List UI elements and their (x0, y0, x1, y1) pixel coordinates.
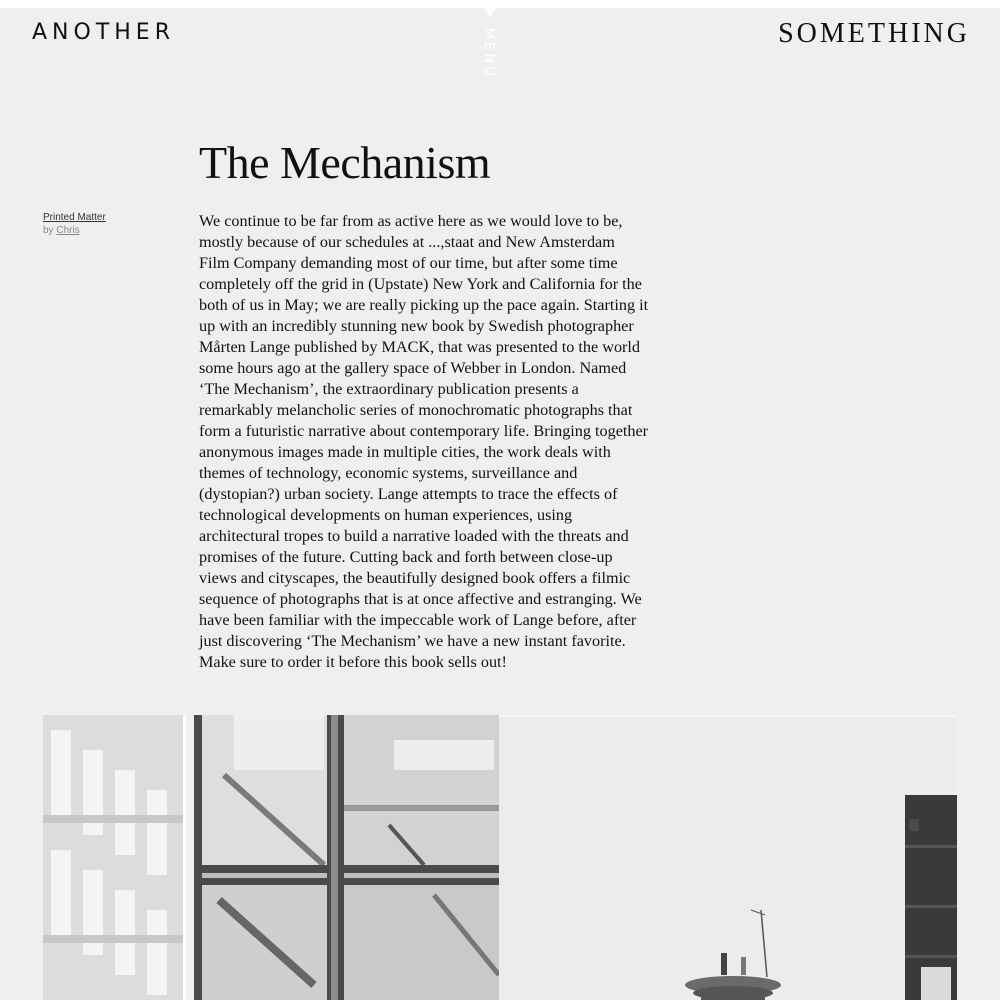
photo-glass-structure[interactable] (194, 715, 499, 1000)
article-meta (43, 211, 106, 237)
page (0, 8, 1000, 1000)
site-logo-something[interactable]: SOMETHING (778, 18, 970, 49)
site-logo-another[interactable]: ANOTHER (32, 20, 175, 45)
photo-cityscape-rooftop[interactable] (499, 715, 957, 1000)
category-link[interactable]: Printed Matter (43, 212, 106, 223)
article-body: We continue to be far from as active here as we would love to be, mostly because of our schedules at ...,staat and New Amsterdam Film Company demanding most of our time, but after some time completely off the grid in (Upstate) New York and California for the both of us in May; we are really picking up the pace again. Starting it up with an incredibly stunning new book by Swedish photographer Mårten Lange published by MACK, that was presented to the world some hours ago at the gallery space of Webber in London. Named ‘The Mechanism’, the extraordinary publication presents a remarkably melancholic series of monochromatic photographs that form a futuristic narrative about contemporary life. Bringing together anonymous images made in multiple cities, the work deals with themes of technology, economic systems, surveillance and (dystopian?) urban society. Lange attempts to trace the effects of technological developments on human experiences, using architectural tropes to build a narrative loaded with the threats and promises of the future. Cutting back and forth between close-up views and cityscapes, the beautifully designed book offers a filmic sequence of photographs that is at once affective and estranging. We have been familiar with the impeccable work of Lange before, after just discovering ‘The Mechanism’ we have a new instant favorite. Make sure to order it before this book sells out! (199, 212, 649, 671)
menu-caret-icon (484, 8, 496, 17)
menu-label: MENU (481, 28, 496, 79)
menu-toggle[interactable] (481, 8, 499, 104)
author-link[interactable]: Chris (56, 225, 80, 236)
byline-prefix: by (43, 225, 54, 236)
photo-gallery (43, 715, 957, 1000)
photo-office-facade[interactable] (43, 715, 186, 1000)
article-title: The Mechanism (199, 137, 491, 188)
